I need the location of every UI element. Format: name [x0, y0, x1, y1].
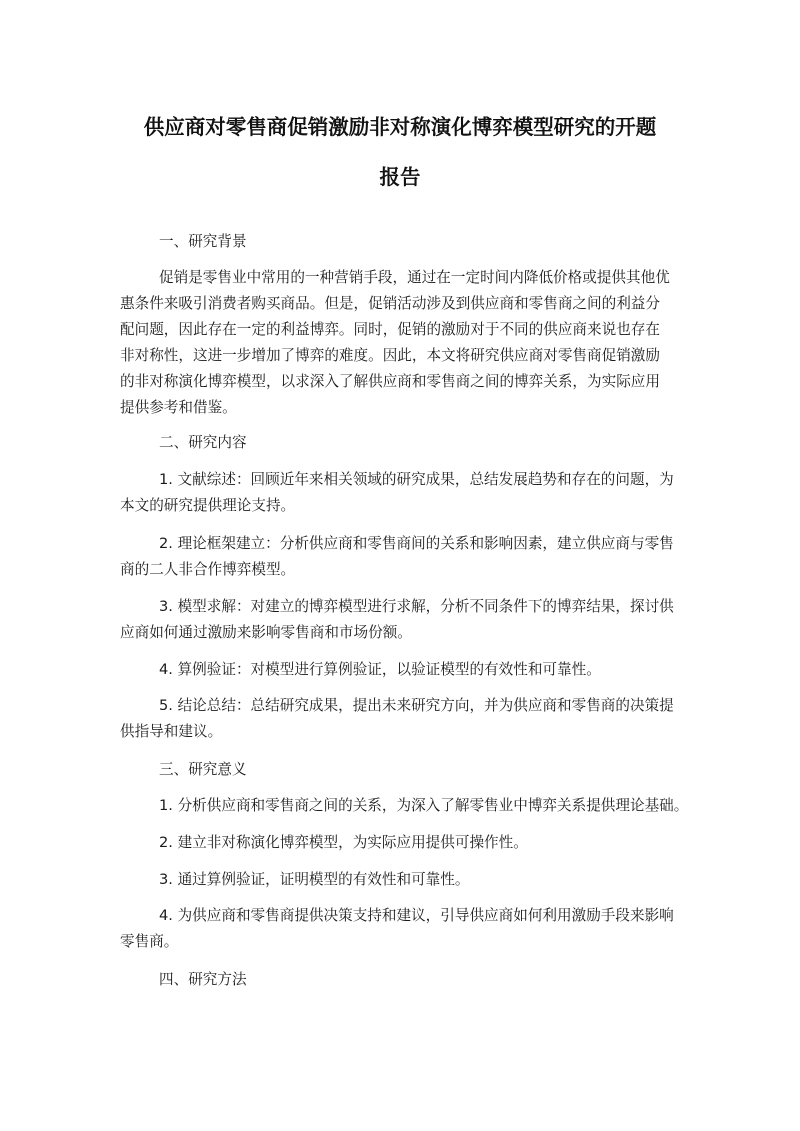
list-item-line: 5. 结论总结：总结研究成果，提出未来研究方向，并为供应商和零售商的决策提	[159, 697, 674, 714]
document-title-line1: 供应商对零售商促销激励非对称演化博弈模型研究的开题	[143, 115, 657, 139]
list-item-line: 4. 为供应商和零售商提供决策支持和建议，引导供应商如何利用激励手段来影响	[159, 907, 674, 924]
section-heading-methods: 四、研究方法	[159, 971, 247, 988]
list-item-line: 1. 分析供应商和零售商之间的关系，为深入了解零售业中博弈关系提供理论基础。	[159, 797, 689, 814]
document-title-line2: 报告	[379, 165, 421, 189]
list-item-line: 应商如何通过激励来影响零售商和市场份额。	[120, 624, 412, 641]
list-item-line: 4. 算例验证：对模型进行算例验证，以验证模型的有效性和可靠性。	[159, 661, 601, 678]
paragraph-line: 惠条件来吸引消费者购买商品。但是，促销活动涉及到供应商和零售商之间的利益分	[120, 295, 660, 312]
list-item-line: 零售商。	[120, 933, 179, 950]
paragraph-line: 促销是零售业中常用的一种营销手段，通过在一定时间内降低价格或提供其他优	[159, 269, 670, 286]
list-item-line: 1. 文献综述：回顾近年来相关领域的研究成果，总结发展趋势和存在的问题，为	[159, 471, 674, 488]
section-heading-significance: 三、研究意义	[159, 761, 247, 778]
list-item-line: 商的二人非合作博弈模型。	[120, 561, 296, 578]
paragraph-line: 的非对称演化博弈模型，以求深入了解供应商和零售商之间的博弈关系，为实际应用	[120, 373, 660, 390]
list-item-line: 3. 模型求解：对建立的博弈模型进行求解，分析不同条件下的博弈结果，探讨供	[159, 598, 674, 615]
list-item-line: 供指导和建议。	[120, 723, 223, 740]
paragraph-line: 配问题，因此存在一定的利益博弈。同时，促销的激励对于不同的供应商来说也存在	[120, 321, 660, 338]
section-heading-background: 一、研究背景	[159, 233, 247, 250]
paragraph-line: 非对称性，这进一步增加了博弈的难度。因此，本文将研究供应商对零售商促销激励	[120, 347, 660, 364]
paragraph-line: 提供参考和借鉴。	[120, 399, 237, 416]
list-item-line: 2. 理论框架建立：分析供应商和零售商间的关系和影响因素，建立供应商与零售	[159, 535, 674, 552]
list-item-line: 3. 通过算例验证，证明模型的有效性和可靠性。	[159, 871, 470, 888]
section-heading-content: 二、研究内容	[159, 434, 247, 451]
list-item-line: 2. 建立非对称演化博弈模型，为实际应用提供可操作性。	[159, 834, 528, 851]
list-item-line: 本文的研究提供理论支持。	[120, 497, 296, 514]
